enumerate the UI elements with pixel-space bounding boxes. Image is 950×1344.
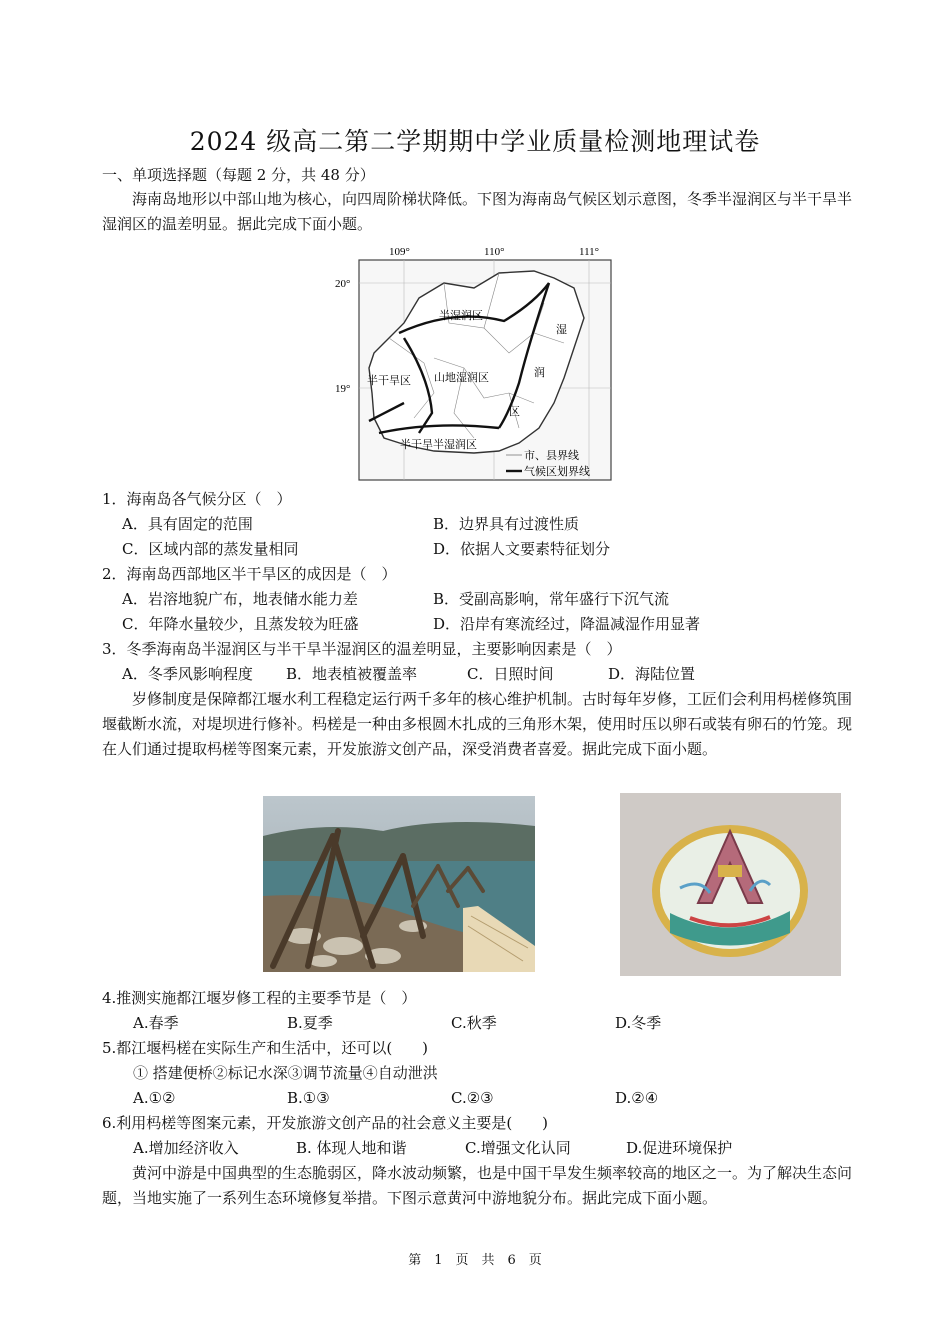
question-3-stem: 3．冬季海南岛半湿润区与半干旱半湿润区的温差明显，主要影响因素是（ ）	[102, 640, 622, 658]
section-heading: 一、单项选择题（每题 2 分，共 48 分）	[102, 166, 375, 184]
macha-frames-photo	[263, 796, 535, 972]
question-5-stem: 5.都江堰杩槎在实际生产和生活中，还可以( )	[102, 1039, 429, 1057]
question-5-option-a: A.①②	[133, 1089, 176, 1107]
question-3-option-c: C．日照时间	[467, 665, 554, 683]
region-label-mountain-humid: 山地湿润区	[434, 372, 489, 384]
region-label-east-char-3: 区	[509, 406, 520, 418]
souvenir-photo	[620, 793, 841, 976]
page-footer: 第 1 页 共 6 页	[408, 1253, 542, 1268]
lat-label-20: 20°	[335, 278, 351, 290]
region-label-semi-arid: 半干旱区	[367, 375, 411, 387]
question-1-option-a: A．具有固定的范围	[122, 515, 253, 533]
lon-label-111: 111°	[579, 246, 600, 258]
lat-label-19: 19°	[335, 383, 351, 395]
intro-paragraph-3: 黄河中游是中国典型的生态脆弱区，降水波动频繁，也是中国干旱发生频率较高的地区之一。为了解决生态问题，当地实施了一系列生态环境修复举措。下图示意黄河中游地貌分布。据此完成下面小题。	[102, 1164, 853, 1207]
question-6-option-c: C.增强文化认同	[465, 1139, 571, 1157]
question-4-option-d: D.冬季	[615, 1014, 662, 1032]
question-4-option-c: C.秋季	[451, 1014, 497, 1032]
question-2-option-a: A．岩溶地貌广布，地表储水能力差	[122, 590, 358, 608]
question-5-option-c: C.②③	[451, 1089, 494, 1107]
question-3-option-a: A．冬季风影响程度	[122, 665, 253, 683]
question-2-stem: 2．海南岛西部地区半干旱区的成因是（ ）	[102, 565, 397, 583]
lon-label-110: 110°	[484, 246, 505, 258]
question-6-stem: 6.利用杩槎等图案元素，开发旅游文创产品的社会意义主要是( )	[102, 1114, 549, 1132]
region-label-east-char-1: 湿	[556, 324, 567, 336]
question-1-option-c: C．区域内部的蒸发量相同	[122, 540, 299, 558]
question-5-option-b: B.①③	[287, 1089, 330, 1107]
region-label-east-char-2: 润	[534, 367, 545, 379]
question-6-option-b: B. 体现人地和谐	[296, 1139, 407, 1157]
legend-county-line: 市、县界线	[524, 450, 579, 462]
hainan-climate-map	[334, 243, 614, 483]
lon-label-109: 109°	[389, 246, 410, 258]
intro-paragraph-2: 岁修制度是保障都江堰水利工程稳定运行两千多年的核心维护机制。古时每年岁修，工匠们会利用杩槎修筑围堰截断水流，对堤坝进行修补。杩槎是一种由多根圆木扎成的三角形木架，使用时压以卵石或装有卵石的竹笼。现在人们通过提取杩槎等图案元素，开发旅游文创产品，深受消费者喜爱。据此完成下面小题。	[102, 690, 853, 758]
question-2-option-b: B．受副高影响，常年盛行下沉气流	[433, 590, 670, 608]
region-label-semi-humid: 半湿润区	[439, 310, 483, 322]
question-2-option-d: D．沿岸有寒流经过，降温减湿作用显著	[433, 615, 701, 633]
question-1-stem: 1．海南岛各气候分区（ ）	[102, 490, 292, 508]
page-title: 2024 级高二第二学期期中学业质量检测地理试卷	[189, 127, 761, 156]
question-4-option-b: B.夏季	[287, 1014, 333, 1032]
question-2-option-c: C．年降水量较少，且蒸发较为旺盛	[122, 615, 359, 633]
question-3-option-b: B．地表植被覆盖率	[286, 665, 418, 683]
legend-climate-line: 气候区划界线	[524, 466, 590, 478]
intro-paragraph-1: 海南岛地形以中部山地为核心，向四周阶梯状降低。下图为海南岛气候区划示意图，冬季半湿润区与半干旱半湿润区的温差明显。据此完成下面小题。	[102, 190, 853, 233]
question-3-option-d: D．海陆位置	[608, 665, 696, 683]
question-5-statements: ① 搭建便桥②标记水深③调节流量④自动泄洪	[133, 1064, 438, 1082]
question-4-option-a: A.春季	[133, 1014, 179, 1032]
question-6-option-d: D.促进环境保护	[626, 1139, 733, 1157]
question-4-stem: 4.推测实施都江堰岁修工程的主要季节是（ ）	[102, 989, 417, 1007]
question-1-option-b: B．边界具有过渡性质	[433, 515, 580, 533]
question-1-option-d: D．依据人文要素特征划分	[433, 540, 611, 558]
question-5-option-d: D.②④	[615, 1089, 659, 1107]
region-label-semi-arid-semi-humid: 半干旱半湿润区	[400, 439, 477, 451]
question-6-option-a: A.增加经济收入	[133, 1139, 239, 1157]
